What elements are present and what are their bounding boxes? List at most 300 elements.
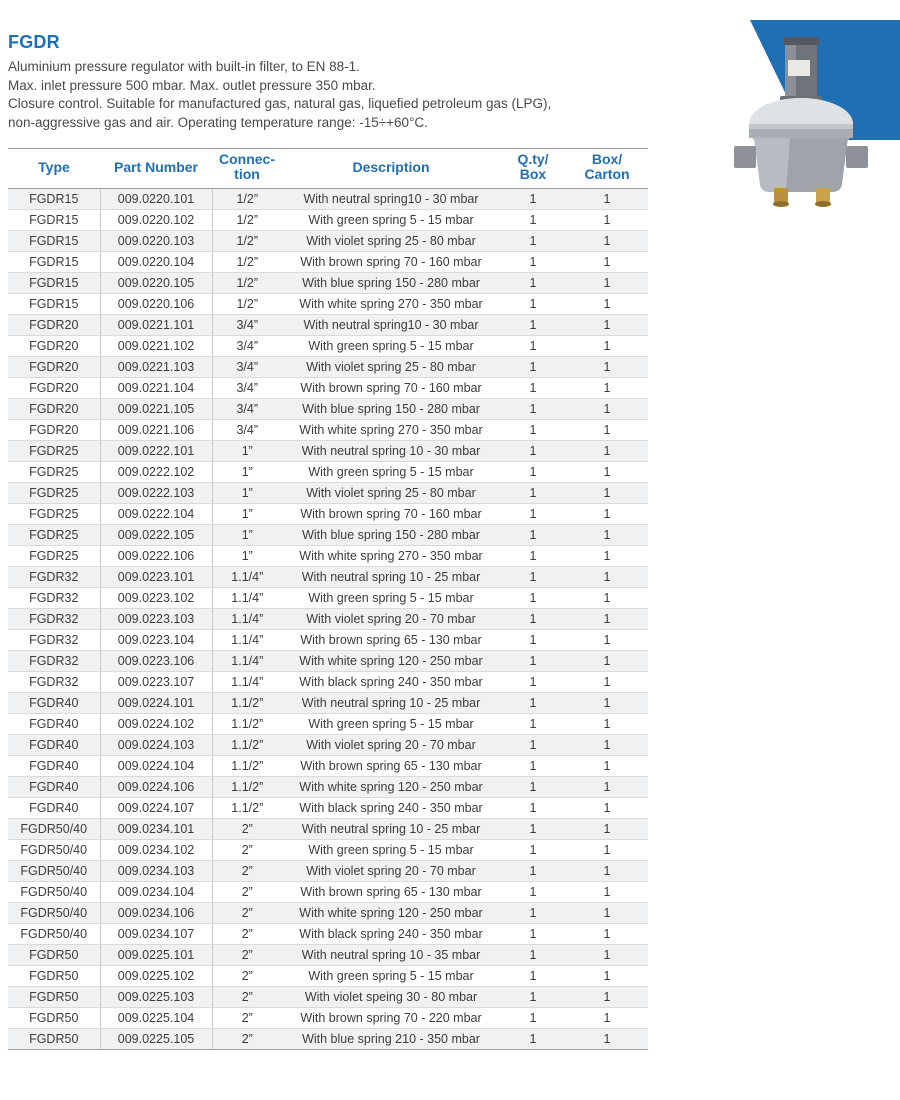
cell-type: FGDR40 bbox=[8, 756, 100, 777]
cell-description: With white spring 270 - 350 mbar bbox=[282, 294, 500, 315]
cell-connection: 2” bbox=[212, 924, 282, 945]
table-header bbox=[8, 149, 648, 189]
cell-box-carton: 1 bbox=[566, 1029, 648, 1050]
cell-description: With brown spring 65 - 130 mbar bbox=[282, 882, 500, 903]
cell-type: FGDR25 bbox=[8, 504, 100, 525]
cell-part-number: 009.0220.103 bbox=[100, 231, 212, 252]
cell-type: FGDR20 bbox=[8, 315, 100, 336]
cell-connection: 1/2” bbox=[212, 273, 282, 294]
cell-box-carton: 1 bbox=[566, 651, 648, 672]
cell-connection: 1” bbox=[212, 525, 282, 546]
cell-description: With blue spring 150 - 280 mbar bbox=[282, 399, 500, 420]
cell-qty-box: 1 bbox=[500, 903, 566, 924]
cell-connection: 2” bbox=[212, 1029, 282, 1050]
table-row bbox=[8, 630, 648, 651]
cell-type: FGDR20 bbox=[8, 378, 100, 399]
table-row bbox=[8, 651, 648, 672]
cell-description: With green spring 5 - 15 mbar bbox=[282, 966, 500, 987]
cell-connection: 3/4” bbox=[212, 336, 282, 357]
cell-qty-box: 1 bbox=[500, 567, 566, 588]
cell-box-carton: 1 bbox=[566, 567, 648, 588]
cell-box-carton: 1 bbox=[566, 735, 648, 756]
cell-box-carton: 1 bbox=[566, 672, 648, 693]
cell-box-carton: 1 bbox=[566, 252, 648, 273]
cell-box-carton: 1 bbox=[566, 189, 648, 210]
table-row bbox=[8, 567, 648, 588]
cell-connection: 1” bbox=[212, 483, 282, 504]
cell-description: With blue spring 150 - 280 mbar bbox=[282, 273, 500, 294]
cell-part-number: 009.0234.107 bbox=[100, 924, 212, 945]
column-header-box-line2: Carton bbox=[584, 166, 630, 182]
table-row bbox=[8, 525, 648, 546]
page-title: FGDR bbox=[8, 32, 60, 52]
table-body bbox=[8, 189, 648, 1050]
cell-connection: 1.1/4” bbox=[212, 630, 282, 651]
cell-part-number: 009.0221.104 bbox=[100, 378, 212, 399]
cell-part-number: 009.0223.104 bbox=[100, 630, 212, 651]
cell-box-carton: 1 bbox=[566, 924, 648, 945]
cell-qty-box: 1 bbox=[500, 525, 566, 546]
cell-box-carton: 1 bbox=[566, 462, 648, 483]
cell-qty-box: 1 bbox=[500, 1008, 566, 1029]
cell-connection: 2” bbox=[212, 903, 282, 924]
column-header-part-number: Part Number bbox=[100, 149, 212, 189]
cell-part-number: 009.0234.102 bbox=[100, 840, 212, 861]
cell-box-carton: 1 bbox=[566, 609, 648, 630]
cell-connection: 2” bbox=[212, 840, 282, 861]
cell-type: FGDR50 bbox=[8, 1029, 100, 1050]
cell-type: FGDR32 bbox=[8, 567, 100, 588]
cell-qty-box: 1 bbox=[500, 819, 566, 840]
cell-type: FGDR40 bbox=[8, 735, 100, 756]
cell-qty-box: 1 bbox=[500, 546, 566, 567]
cell-qty-box: 1 bbox=[500, 924, 566, 945]
cell-part-number: 009.0223.106 bbox=[100, 651, 212, 672]
cell-connection: 1” bbox=[212, 504, 282, 525]
cell-description: With violet spring 25 - 80 mbar bbox=[282, 483, 500, 504]
table-row bbox=[8, 798, 648, 819]
cell-qty-box: 1 bbox=[500, 294, 566, 315]
cell-box-carton: 1 bbox=[566, 1008, 648, 1029]
cell-type: FGDR15 bbox=[8, 294, 100, 315]
cell-connection: 3/4” bbox=[212, 420, 282, 441]
cell-part-number: 009.0222.101 bbox=[100, 441, 212, 462]
cell-box-carton: 1 bbox=[566, 777, 648, 798]
description-line-1: Aluminium pressure regulator with built-in filter, to EN 88-1. bbox=[8, 59, 360, 74]
table-row bbox=[8, 735, 648, 756]
cell-description: With neutral spring10 - 30 mbar bbox=[282, 315, 500, 336]
cell-connection: 1.1/4” bbox=[212, 567, 282, 588]
table-row bbox=[8, 609, 648, 630]
column-header-qty-box bbox=[500, 149, 566, 189]
table-header-row bbox=[8, 149, 648, 189]
cell-type: FGDR32 bbox=[8, 672, 100, 693]
cell-connection: 2” bbox=[212, 1008, 282, 1029]
table-row bbox=[8, 714, 648, 735]
cell-description: With neutral spring 10 - 25 mbar bbox=[282, 567, 500, 588]
cell-box-carton: 1 bbox=[566, 231, 648, 252]
cell-part-number: 009.0224.102 bbox=[100, 714, 212, 735]
cell-connection: 1.1/2” bbox=[212, 735, 282, 756]
table-row bbox=[8, 462, 648, 483]
cell-part-number: 009.0222.104 bbox=[100, 504, 212, 525]
table-row bbox=[8, 756, 648, 777]
cell-part-number: 009.0223.103 bbox=[100, 609, 212, 630]
cell-box-carton: 1 bbox=[566, 714, 648, 735]
cell-type: FGDR50/40 bbox=[8, 903, 100, 924]
cell-connection: 1.1/4” bbox=[212, 588, 282, 609]
cell-part-number: 009.0221.101 bbox=[100, 315, 212, 336]
cell-part-number: 009.0221.106 bbox=[100, 420, 212, 441]
cell-part-number: 009.0225.105 bbox=[100, 1029, 212, 1050]
cell-description: With green spring 5 - 15 mbar bbox=[282, 336, 500, 357]
cell-type: FGDR25 bbox=[8, 483, 100, 504]
cell-type: FGDR32 bbox=[8, 588, 100, 609]
cell-connection: 1.1/2” bbox=[212, 714, 282, 735]
cell-description: With neutral spring 10 - 25 mbar bbox=[282, 819, 500, 840]
cell-part-number: 009.0222.103 bbox=[100, 483, 212, 504]
cell-type: FGDR50 bbox=[8, 966, 100, 987]
cell-qty-box: 1 bbox=[500, 1029, 566, 1050]
cell-description: With brown spring 65 - 130 mbar bbox=[282, 630, 500, 651]
cell-box-carton: 1 bbox=[566, 420, 648, 441]
pressure-regulator-illustration bbox=[690, 20, 900, 210]
cell-type: FGDR25 bbox=[8, 462, 100, 483]
cell-connection: 2” bbox=[212, 861, 282, 882]
table-row bbox=[8, 441, 648, 462]
cell-description: With blue spring 210 - 350 mbar bbox=[282, 1029, 500, 1050]
table-row bbox=[8, 924, 648, 945]
cell-type: FGDR15 bbox=[8, 252, 100, 273]
column-header-connection bbox=[212, 149, 282, 189]
cell-box-carton: 1 bbox=[566, 840, 648, 861]
cell-part-number: 009.0234.106 bbox=[100, 903, 212, 924]
cell-box-carton: 1 bbox=[566, 588, 648, 609]
table-row bbox=[8, 378, 648, 399]
cell-part-number: 009.0222.105 bbox=[100, 525, 212, 546]
cell-box-carton: 1 bbox=[566, 819, 648, 840]
cell-part-number: 009.0222.106 bbox=[100, 546, 212, 567]
cell-type: FGDR15 bbox=[8, 210, 100, 231]
table-row bbox=[8, 336, 648, 357]
cell-qty-box: 1 bbox=[500, 945, 566, 966]
cell-description: With neutral spring10 - 30 mbar bbox=[282, 189, 500, 210]
cell-type: FGDR15 bbox=[8, 273, 100, 294]
cell-box-carton: 1 bbox=[566, 483, 648, 504]
cell-part-number: 009.0234.104 bbox=[100, 882, 212, 903]
cell-qty-box: 1 bbox=[500, 315, 566, 336]
column-header-qty-line1: Q.ty/ bbox=[517, 151, 549, 167]
cell-connection: 1/2” bbox=[212, 252, 282, 273]
cell-description: With neutral spring 10 - 35 mbar bbox=[282, 945, 500, 966]
cell-part-number: 009.0234.101 bbox=[100, 819, 212, 840]
cell-type: FGDR20 bbox=[8, 336, 100, 357]
cell-type: FGDR50/40 bbox=[8, 882, 100, 903]
cell-qty-box: 1 bbox=[500, 420, 566, 441]
description-line-4: non-aggressive gas and air. Operating temperature range: -15÷+60°C. bbox=[8, 114, 428, 130]
cell-description: With black spring 240 - 350 mbar bbox=[282, 672, 500, 693]
cell-qty-box: 1 bbox=[500, 231, 566, 252]
cell-type: FGDR40 bbox=[8, 777, 100, 798]
cell-qty-box: 1 bbox=[500, 840, 566, 861]
cell-type: FGDR50 bbox=[8, 945, 100, 966]
cell-connection: 1” bbox=[212, 441, 282, 462]
cell-connection: 1” bbox=[212, 546, 282, 567]
cell-qty-box: 1 bbox=[500, 588, 566, 609]
cell-type: FGDR20 bbox=[8, 399, 100, 420]
cell-type: FGDR15 bbox=[8, 189, 100, 210]
cell-type: FGDR40 bbox=[8, 714, 100, 735]
cell-connection: 2” bbox=[212, 966, 282, 987]
cell-type: FGDR50/40 bbox=[8, 819, 100, 840]
table-row bbox=[8, 987, 648, 1008]
cell-box-carton: 1 bbox=[566, 525, 648, 546]
cell-description: With white spring 120 - 250 mbar bbox=[282, 651, 500, 672]
table-row bbox=[8, 357, 648, 378]
table-row bbox=[8, 861, 648, 882]
cell-box-carton: 1 bbox=[566, 273, 648, 294]
table-row bbox=[8, 672, 648, 693]
cell-type: FGDR50/40 bbox=[8, 861, 100, 882]
column-header-connection-line2: tion bbox=[234, 166, 260, 182]
cell-description: With violet spring 20 - 70 mbar bbox=[282, 609, 500, 630]
cell-part-number: 009.0224.107 bbox=[100, 798, 212, 819]
cell-type: FGDR50/40 bbox=[8, 924, 100, 945]
cell-part-number: 009.0224.103 bbox=[100, 735, 212, 756]
cell-qty-box: 1 bbox=[500, 735, 566, 756]
cell-type: FGDR40 bbox=[8, 798, 100, 819]
cell-qty-box: 1 bbox=[500, 777, 566, 798]
cell-part-number: 009.0225.104 bbox=[100, 1008, 212, 1029]
cell-description: With green spring 5 - 15 mbar bbox=[282, 462, 500, 483]
cell-type: FGDR20 bbox=[8, 420, 100, 441]
cell-part-number: 009.0224.104 bbox=[100, 756, 212, 777]
cell-box-carton: 1 bbox=[566, 756, 648, 777]
cell-box-carton: 1 bbox=[566, 441, 648, 462]
table-row bbox=[8, 819, 648, 840]
parts-table bbox=[8, 148, 648, 1050]
cell-connection: 1/2” bbox=[212, 189, 282, 210]
cell-qty-box: 1 bbox=[500, 966, 566, 987]
cell-qty-box: 1 bbox=[500, 462, 566, 483]
cell-description: With neutral spring 10 - 30 mbar bbox=[282, 441, 500, 462]
table-row bbox=[8, 1029, 648, 1050]
table-row bbox=[8, 588, 648, 609]
cell-connection: 1.1/2” bbox=[212, 693, 282, 714]
table-row bbox=[8, 189, 648, 210]
cell-part-number: 009.0221.102 bbox=[100, 336, 212, 357]
cell-qty-box: 1 bbox=[500, 987, 566, 1008]
cell-connection: 1.1/2” bbox=[212, 777, 282, 798]
cell-part-number: 009.0221.103 bbox=[100, 357, 212, 378]
column-header-description: Description bbox=[282, 149, 500, 189]
cell-part-number: 009.0223.102 bbox=[100, 588, 212, 609]
cell-qty-box: 1 bbox=[500, 378, 566, 399]
cell-type: FGDR32 bbox=[8, 609, 100, 630]
cell-description: With white spring 270 - 350 mbar bbox=[282, 546, 500, 567]
cell-part-number: 009.0220.104 bbox=[100, 252, 212, 273]
column-header-box-carton bbox=[566, 149, 648, 189]
cell-part-number: 009.0220.102 bbox=[100, 210, 212, 231]
column-header-qty-line2: Box bbox=[519, 166, 547, 182]
table-row bbox=[8, 231, 648, 252]
cell-connection: 1.1/2” bbox=[212, 756, 282, 777]
cell-connection: 3/4” bbox=[212, 378, 282, 399]
cell-description: With violet spring 20 - 70 mbar bbox=[282, 735, 500, 756]
cell-description: With green spring 5 - 15 mbar bbox=[282, 210, 500, 231]
cell-box-carton: 1 bbox=[566, 798, 648, 819]
table-row bbox=[8, 693, 648, 714]
cell-description: With brown spring 70 - 220 mbar bbox=[282, 1008, 500, 1029]
cell-qty-box: 1 bbox=[500, 651, 566, 672]
cell-connection: 2” bbox=[212, 945, 282, 966]
cell-box-carton: 1 bbox=[566, 693, 648, 714]
cell-box-carton: 1 bbox=[566, 903, 648, 924]
table-row bbox=[8, 210, 648, 231]
cell-part-number: 009.0225.102 bbox=[100, 966, 212, 987]
table-row bbox=[8, 840, 648, 861]
cell-description: With violet speing 30 - 80 mbar bbox=[282, 987, 500, 1008]
cell-box-carton: 1 bbox=[566, 336, 648, 357]
cell-connection: 2” bbox=[212, 987, 282, 1008]
cell-connection: 3/4” bbox=[212, 357, 282, 378]
column-header-box-line1: Box/ bbox=[591, 151, 623, 167]
cell-qty-box: 1 bbox=[500, 273, 566, 294]
cell-description: With violet spring 25 - 80 mbar bbox=[282, 357, 500, 378]
cell-connection: 1/2” bbox=[212, 210, 282, 231]
cell-box-carton: 1 bbox=[566, 546, 648, 567]
cell-box-carton: 1 bbox=[566, 357, 648, 378]
cell-type: FGDR32 bbox=[8, 651, 100, 672]
cell-box-carton: 1 bbox=[566, 882, 648, 903]
cell-connection: 1.1/4” bbox=[212, 672, 282, 693]
cell-connection: 2” bbox=[212, 819, 282, 840]
cell-box-carton: 1 bbox=[566, 294, 648, 315]
cell-box-carton: 1 bbox=[566, 966, 648, 987]
cell-type: FGDR25 bbox=[8, 441, 100, 462]
cell-qty-box: 1 bbox=[500, 441, 566, 462]
table-row bbox=[8, 315, 648, 336]
table-row bbox=[8, 294, 648, 315]
table-row bbox=[8, 1008, 648, 1029]
cell-qty-box: 1 bbox=[500, 252, 566, 273]
cell-connection: 1.1/4” bbox=[212, 609, 282, 630]
cell-qty-box: 1 bbox=[500, 189, 566, 210]
cell-description: With violet spring 25 - 80 mbar bbox=[282, 231, 500, 252]
cell-description: With green spring 5 - 15 mbar bbox=[282, 588, 500, 609]
cell-qty-box: 1 bbox=[500, 210, 566, 231]
cell-qty-box: 1 bbox=[500, 483, 566, 504]
cell-part-number: 009.0220.101 bbox=[100, 189, 212, 210]
column-header-type: Type bbox=[8, 149, 100, 189]
cell-qty-box: 1 bbox=[500, 756, 566, 777]
cell-box-carton: 1 bbox=[566, 378, 648, 399]
cell-part-number: 009.0221.105 bbox=[100, 399, 212, 420]
cell-description: With white spring 120 - 250 mbar bbox=[282, 903, 500, 924]
cell-qty-box: 1 bbox=[500, 504, 566, 525]
table-row bbox=[8, 966, 648, 987]
cell-box-carton: 1 bbox=[566, 315, 648, 336]
cell-qty-box: 1 bbox=[500, 798, 566, 819]
product-image bbox=[690, 20, 900, 210]
cell-part-number: 009.0223.101 bbox=[100, 567, 212, 588]
parts-table-container bbox=[8, 148, 648, 1050]
description-line-3: Closure control. Suitable for manufactured gas, natural gas, liquefied petroleum gas (LPG), bbox=[8, 96, 552, 111]
table-row bbox=[8, 945, 648, 966]
table-row bbox=[8, 546, 648, 567]
cell-description: With neutral spring 10 - 25 mbar bbox=[282, 693, 500, 714]
cell-type: FGDR25 bbox=[8, 546, 100, 567]
table-row bbox=[8, 273, 648, 294]
cell-part-number: 009.0220.105 bbox=[100, 273, 212, 294]
table-row bbox=[8, 252, 648, 273]
cell-part-number: 009.0223.107 bbox=[100, 672, 212, 693]
cell-connection: 1.1/2” bbox=[212, 798, 282, 819]
cell-connection: 2” bbox=[212, 882, 282, 903]
cell-description: With blue spring 150 - 280 mbar bbox=[282, 525, 500, 546]
cell-type: FGDR15 bbox=[8, 231, 100, 252]
cell-box-carton: 1 bbox=[566, 945, 648, 966]
cell-connection: 3/4” bbox=[212, 399, 282, 420]
cell-qty-box: 1 bbox=[500, 399, 566, 420]
cell-qty-box: 1 bbox=[500, 714, 566, 735]
cell-qty-box: 1 bbox=[500, 336, 566, 357]
cell-description: With green spring 5 - 15 mbar bbox=[282, 714, 500, 735]
cell-qty-box: 1 bbox=[500, 693, 566, 714]
cell-description: With brown spring 70 - 160 mbar bbox=[282, 378, 500, 399]
cell-type: FGDR20 bbox=[8, 357, 100, 378]
table-row bbox=[8, 777, 648, 798]
column-header-connection-line1: Connec- bbox=[219, 151, 275, 167]
cell-part-number: 009.0225.101 bbox=[100, 945, 212, 966]
cell-box-carton: 1 bbox=[566, 630, 648, 651]
cell-type: FGDR25 bbox=[8, 525, 100, 546]
cell-description: With black spring 240 - 350 mbar bbox=[282, 924, 500, 945]
cell-part-number: 009.0222.102 bbox=[100, 462, 212, 483]
cell-box-carton: 1 bbox=[566, 861, 648, 882]
cell-description: With green spring 5 - 15 mbar bbox=[282, 840, 500, 861]
cell-type: FGDR50 bbox=[8, 987, 100, 1008]
table-row bbox=[8, 882, 648, 903]
table-row bbox=[8, 399, 648, 420]
table-row bbox=[8, 504, 648, 525]
product-header bbox=[8, 32, 668, 132]
cell-box-carton: 1 bbox=[566, 504, 648, 525]
cell-type: FGDR32 bbox=[8, 630, 100, 651]
cell-part-number: 009.0234.103 bbox=[100, 861, 212, 882]
cell-type: FGDR50/40 bbox=[8, 840, 100, 861]
cell-connection: 1.1/4” bbox=[212, 651, 282, 672]
cell-connection: 1/2” bbox=[212, 294, 282, 315]
cell-part-number: 009.0225.103 bbox=[100, 987, 212, 1008]
table-row bbox=[8, 903, 648, 924]
cell-qty-box: 1 bbox=[500, 861, 566, 882]
cell-box-carton: 1 bbox=[566, 399, 648, 420]
cell-type: FGDR50 bbox=[8, 1008, 100, 1029]
cell-description: With brown spring 65 - 130 mbar bbox=[282, 756, 500, 777]
table-row bbox=[8, 420, 648, 441]
cell-description: With brown spring 70 - 160 mbar bbox=[282, 504, 500, 525]
cell-box-carton: 1 bbox=[566, 987, 648, 1008]
cell-description: With violet spring 20 - 70 mbar bbox=[282, 861, 500, 882]
cell-description: With brown spring 70 - 160 mbar bbox=[282, 252, 500, 273]
cell-description: With white spring 120 - 250 mbar bbox=[282, 777, 500, 798]
cell-connection: 1” bbox=[212, 462, 282, 483]
cell-qty-box: 1 bbox=[500, 882, 566, 903]
cell-qty-box: 1 bbox=[500, 357, 566, 378]
cell-box-carton: 1 bbox=[566, 210, 648, 231]
cell-qty-box: 1 bbox=[500, 630, 566, 651]
